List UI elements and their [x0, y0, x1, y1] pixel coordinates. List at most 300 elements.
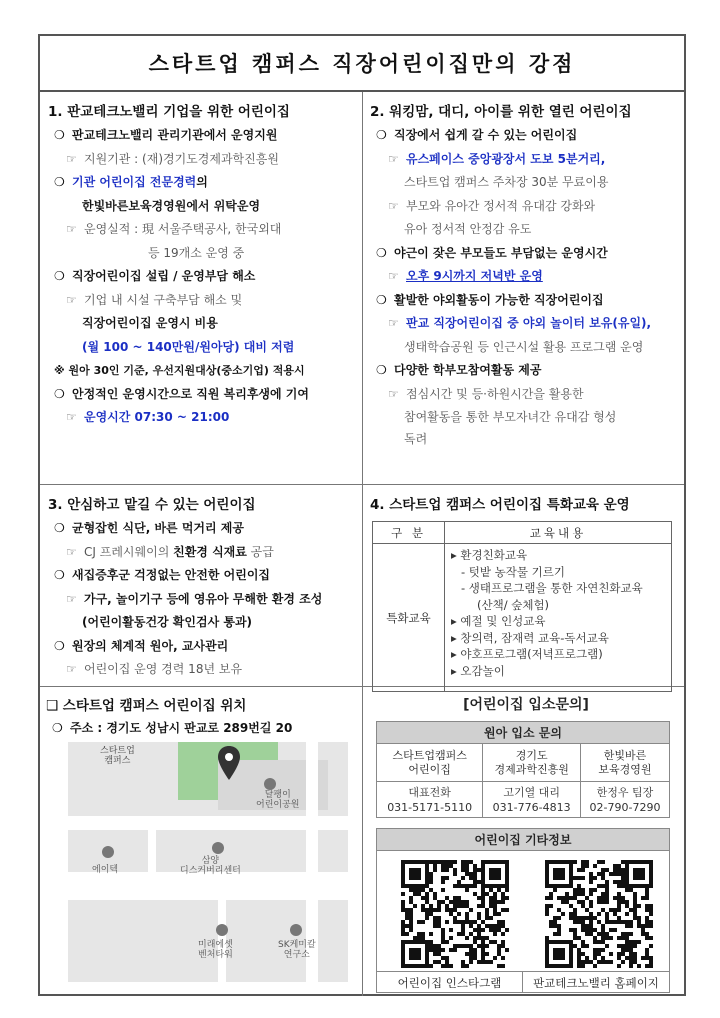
qr-module	[601, 908, 605, 912]
qr-module	[553, 964, 557, 968]
qr-module	[501, 896, 505, 900]
qr-module	[553, 916, 557, 920]
qr-module	[593, 956, 597, 960]
qr-module	[637, 868, 641, 872]
qr-module	[473, 936, 477, 940]
qr-module	[561, 940, 565, 944]
inquiry-section	[374, 694, 678, 993]
qr-module	[409, 948, 413, 952]
qr-module	[493, 932, 497, 936]
qr-module	[485, 912, 489, 916]
list-item: - 생태프로그램을 통한 자연친화교육	[461, 581, 643, 595]
qr-module	[421, 932, 425, 936]
qr-module	[617, 892, 621, 896]
road	[148, 830, 156, 872]
qr-module	[585, 864, 589, 868]
qr-module	[433, 908, 437, 912]
qr-module	[465, 952, 469, 956]
qr-module	[505, 948, 509, 952]
qr-module	[493, 908, 497, 912]
qr-module	[545, 960, 549, 964]
qr-module	[561, 912, 565, 916]
qr-module	[433, 948, 437, 952]
qr-module	[493, 892, 497, 896]
qr-module	[401, 920, 405, 924]
qr-module	[573, 944, 577, 948]
qr-module	[421, 964, 425, 968]
qr-module	[585, 932, 589, 936]
qr-module	[557, 940, 561, 944]
qr-module	[421, 920, 425, 924]
qr-module	[453, 900, 457, 904]
contact-cell: 고기열 대리 031-776-4813	[483, 782, 581, 818]
qr-module	[613, 908, 617, 912]
qr-module	[581, 916, 585, 920]
qr-module	[461, 928, 465, 932]
qr-module	[473, 956, 477, 960]
qr-module	[485, 960, 489, 964]
qr-module	[409, 964, 413, 968]
qr-module	[629, 920, 633, 924]
qr-module	[641, 872, 645, 876]
qr-module	[613, 928, 617, 932]
qr-module	[565, 900, 569, 904]
qr-module	[549, 924, 553, 928]
qr-module	[401, 952, 405, 956]
qr-module	[473, 868, 477, 872]
qr-module	[449, 964, 453, 968]
qr-module	[473, 892, 477, 896]
qr-module	[413, 948, 417, 952]
qr-module	[409, 924, 413, 928]
qr-module	[545, 864, 549, 868]
qr-module	[625, 920, 629, 924]
qr-module	[505, 876, 509, 880]
qr-module	[569, 960, 573, 964]
qr-module	[581, 940, 585, 944]
qr-module	[545, 940, 549, 944]
section-2-heading: 2. 워킹맘, 대디, 아이를 위한 열린 어린이집	[370, 104, 632, 120]
qr-code-homepage[interactable]	[543, 859, 655, 969]
qr-module	[465, 920, 469, 924]
list-item: ▸ 창의력, 잠재력 교육-독서교육	[451, 630, 609, 645]
qr-module	[645, 916, 649, 920]
qr-module	[497, 884, 501, 888]
map-label-samsung: 삼양 디스커버리센터	[180, 856, 241, 876]
qr-module	[493, 884, 497, 888]
qr-module	[437, 916, 441, 920]
qr-module	[473, 952, 477, 956]
list-item: (산책/ 숲체험)	[477, 597, 550, 612]
pointing-hand-icon: ☞	[388, 198, 399, 213]
qr-module	[421, 940, 425, 944]
qr-module	[569, 896, 573, 900]
org-name: 경기도 경제과학진흥원	[483, 744, 581, 782]
qr-module	[557, 916, 561, 920]
qr-module	[577, 916, 581, 920]
qr-module	[505, 868, 509, 872]
qr-module	[429, 912, 433, 916]
qr-module	[645, 892, 649, 896]
qr-module	[553, 888, 557, 892]
qr-module	[549, 964, 553, 968]
qr-module	[481, 896, 485, 900]
qr-module	[437, 900, 441, 904]
qr-module	[585, 924, 589, 928]
qr-module	[621, 952, 625, 956]
qr-module	[561, 952, 565, 956]
qr-module	[597, 900, 601, 904]
qr-module	[461, 944, 465, 948]
qr-module	[401, 964, 405, 968]
qr-module	[605, 884, 609, 888]
education-table	[372, 521, 672, 692]
qr-module	[497, 948, 501, 952]
qr-module	[493, 928, 497, 932]
qr-module	[417, 952, 421, 956]
qr-module	[429, 944, 433, 948]
qr-module	[453, 884, 457, 888]
qr-module	[617, 880, 621, 884]
qr-module	[609, 872, 613, 876]
qr-module	[545, 884, 549, 888]
qr-module	[505, 908, 509, 912]
divider	[362, 686, 363, 996]
phone-number[interactable]: 031-5171-5110	[387, 800, 473, 814]
qr-module	[501, 900, 505, 904]
qr-module	[493, 896, 497, 900]
qr-module	[553, 920, 557, 924]
qr-module	[421, 884, 425, 888]
map-label-startup: 스타트업 캠퍼스	[100, 746, 135, 766]
qr-module	[489, 872, 493, 876]
qr-module	[649, 864, 653, 868]
inquiry-heading: [어린이집 입소문의]	[463, 697, 589, 713]
qr-module	[409, 896, 413, 900]
phone-number[interactable]: 02-790-7290	[589, 800, 661, 814]
qr-module	[409, 872, 413, 876]
qr-module	[445, 940, 449, 944]
qr-module	[621, 880, 625, 884]
qr-module	[629, 944, 633, 948]
qr-module	[545, 904, 549, 908]
qr-module	[481, 864, 485, 868]
phone-number[interactable]: 031-776-4813	[492, 800, 571, 814]
qr-module	[401, 892, 405, 896]
qr-module	[441, 900, 445, 904]
list-item: ❍ 활발한 야외활동이 가능한 직장어린이집	[370, 289, 682, 313]
qr-module	[585, 944, 589, 948]
qr-module	[637, 860, 641, 864]
qr-module	[645, 884, 649, 888]
qr-module	[401, 904, 405, 908]
qr-module	[405, 940, 409, 944]
qr-module	[649, 868, 653, 872]
section-1-heading: 1. 판교테크노밸리 기업을 위한 어린이집	[48, 104, 290, 120]
qr-module	[469, 952, 473, 956]
qr-module	[649, 876, 653, 880]
qr-module	[649, 924, 653, 928]
qr-module	[409, 952, 413, 956]
qr-module	[597, 884, 601, 888]
qr-module	[465, 904, 469, 908]
qr-module	[493, 876, 497, 880]
qr-module	[429, 932, 433, 936]
qr-module	[609, 952, 613, 956]
qr-module	[557, 964, 561, 968]
qr-module	[445, 920, 449, 924]
qr-module	[625, 956, 629, 960]
qr-module	[505, 888, 509, 892]
map-poi-icon	[264, 778, 276, 790]
pointing-hand-icon: ☞	[388, 316, 399, 330]
qr-module	[401, 924, 405, 928]
qr-module	[497, 868, 501, 872]
qr-module	[601, 960, 605, 964]
qr-module	[401, 876, 405, 880]
list-item: ☞ 가구, 놀이기구 등에 영유아 무해한 환경 조성	[48, 588, 360, 612]
qr-module	[433, 924, 437, 928]
qr-module	[577, 960, 581, 964]
qr-module	[557, 868, 561, 872]
list-item: 직장어린이집 운영시 비용	[82, 316, 218, 330]
qr-module	[465, 936, 469, 940]
pointing-hand-icon: ☞	[388, 386, 399, 401]
qr-module	[589, 924, 593, 928]
qr-module	[601, 860, 605, 864]
qr-module	[485, 924, 489, 928]
qr-module	[457, 920, 461, 924]
qr-module	[441, 880, 445, 884]
list-item: 독려	[404, 431, 428, 446]
circle-bullet-icon: ❍	[54, 386, 65, 401]
qr-module	[477, 880, 481, 884]
qr-module	[473, 928, 477, 932]
divider	[362, 92, 363, 484]
qr-module	[461, 920, 465, 924]
qr-module	[469, 860, 473, 864]
qr-module	[625, 872, 629, 876]
qr-module	[401, 944, 405, 948]
circle-bullet-icon: ❍	[54, 128, 65, 142]
qr-module	[617, 868, 621, 872]
qr-module	[493, 924, 497, 928]
qr-module	[417, 888, 421, 892]
list-item: ☞ 운영실적 : 現 서울주택공사, 한국외대	[48, 218, 360, 242]
qr-module	[637, 964, 641, 968]
qr-module	[577, 876, 581, 880]
qr-module	[413, 872, 417, 876]
qr-module	[401, 900, 405, 904]
qr-module	[613, 920, 617, 924]
qr-module	[593, 864, 597, 868]
qr-module	[437, 860, 441, 864]
qr-module	[601, 884, 605, 888]
qr-module	[481, 944, 485, 948]
qr-module	[629, 940, 633, 944]
qr-module	[625, 936, 629, 940]
qr-module	[609, 928, 613, 932]
qr-module	[465, 884, 469, 888]
qr-module	[445, 960, 449, 964]
org-name: 스타트업캠퍼스 어린이집	[377, 744, 483, 782]
map-poi-icon	[212, 842, 224, 854]
qr-module	[553, 948, 557, 952]
location-heading: ❑ 스타트업 캠퍼스 어린이집 위치	[46, 698, 247, 714]
qr-module	[545, 912, 549, 916]
qr-module	[561, 860, 565, 864]
qr-module	[413, 964, 417, 968]
qr-module	[449, 948, 453, 952]
qr-module	[581, 892, 585, 896]
qr-module	[401, 932, 405, 936]
map-pin-icon[interactable]	[218, 746, 240, 780]
qr-module	[477, 928, 481, 932]
qr-module	[633, 952, 637, 956]
qr-module	[481, 904, 485, 908]
circle-bullet-icon: ❍	[376, 128, 387, 142]
qr-module	[469, 908, 473, 912]
qr-module	[621, 948, 625, 952]
list-item: ☞ 기업 내 시설 구축부담 해소 및	[48, 289, 360, 313]
qr-module	[597, 896, 601, 900]
qr-module	[409, 912, 413, 916]
qr-module	[413, 860, 417, 864]
qr-module	[505, 872, 509, 876]
qr-module	[445, 860, 449, 864]
qr-module	[633, 900, 637, 904]
qr-module	[481, 880, 485, 884]
pointing-hand-icon: ☞	[388, 269, 399, 283]
qr-module	[505, 860, 509, 864]
list-item: ❍ 기관 어린이집 전문경력의	[48, 171, 360, 195]
qr-module	[497, 860, 501, 864]
document-frame	[38, 34, 686, 996]
qr-module	[581, 920, 585, 924]
qr-module	[489, 868, 493, 872]
qr-module	[597, 932, 601, 936]
table-cell-label: 특화교육	[373, 544, 445, 692]
qr-module	[453, 908, 457, 912]
qr-module	[597, 952, 601, 956]
section-2	[370, 100, 682, 448]
qr-module	[453, 896, 457, 900]
qr-module	[545, 952, 549, 956]
qr-module	[633, 896, 637, 900]
qr-module	[417, 868, 421, 872]
qr-module	[437, 944, 441, 948]
qr-module	[457, 944, 461, 948]
qr-module	[449, 864, 453, 868]
qr-module	[501, 940, 505, 944]
qr-module	[605, 892, 609, 896]
qr-module	[441, 936, 445, 940]
qr-module	[437, 948, 441, 952]
qr-module	[401, 868, 405, 872]
qr-module	[413, 940, 417, 944]
qr-module	[473, 948, 477, 952]
circle-bullet-icon: ❍	[52, 721, 63, 735]
qr-module	[637, 924, 641, 928]
qr-module	[405, 924, 409, 928]
qr-module	[641, 884, 645, 888]
qr-module	[601, 932, 605, 936]
qr-module	[457, 884, 461, 888]
qr-module	[589, 932, 593, 936]
qr-module	[481, 872, 485, 876]
page-title: 스타트업 캠퍼스 직장어린이집만의 강점	[148, 52, 576, 76]
qr-module	[589, 876, 593, 880]
location-map[interactable]	[68, 742, 348, 982]
page-title-box	[40, 36, 684, 92]
qr-module	[457, 904, 461, 908]
qr-module	[421, 908, 425, 912]
qr-module	[645, 924, 649, 928]
pointing-hand-icon: ☞	[66, 662, 77, 676]
qr-module	[485, 860, 489, 864]
qr-module	[597, 948, 601, 952]
qr-module	[501, 920, 505, 924]
qr-module	[605, 912, 609, 916]
qr-module	[413, 956, 417, 960]
qr-module	[489, 884, 493, 888]
qr-module	[633, 960, 637, 964]
qr-module	[569, 940, 573, 944]
qr-module	[489, 928, 493, 932]
pointing-hand-icon: ☞	[388, 151, 399, 166]
qr-module	[601, 948, 605, 952]
list-item: ☞ 판교 직장어린이집 중 야외 놀이터 보유(유일),	[370, 312, 682, 336]
qr-module	[585, 916, 589, 920]
qr-module	[425, 872, 429, 876]
qr-module	[477, 944, 481, 948]
qr-module	[445, 964, 449, 968]
qr-module	[581, 904, 585, 908]
qr-module	[497, 920, 501, 924]
qr-module	[573, 916, 577, 920]
qr-module	[481, 884, 485, 888]
table-cell-content	[445, 544, 672, 692]
qr-module	[413, 892, 417, 896]
qr-module	[605, 868, 609, 872]
qr-module	[461, 876, 465, 880]
list-item: ☞ 지원기관 : (재)경기도경제과학진흥원	[48, 148, 360, 172]
list-item: (어린이활동건강 확인검사 통과)	[82, 615, 253, 629]
qr-module	[465, 916, 469, 920]
qr-module	[461, 884, 465, 888]
qr-module	[545, 964, 549, 968]
contact-cell: 한정우 팀장 02-790-7290	[580, 782, 669, 818]
qr-module	[405, 908, 409, 912]
qr-module	[453, 860, 457, 864]
qr-module	[465, 860, 469, 864]
qr-module	[417, 932, 421, 936]
qr-module	[449, 900, 453, 904]
list-item: 스타트업 캠퍼스 주차장 30분 무료이용	[404, 175, 609, 189]
qr-module	[581, 944, 585, 948]
qr-code-instagram[interactable]	[399, 859, 511, 969]
qr-module	[621, 884, 625, 888]
qr-module	[633, 908, 637, 912]
qr-module	[401, 960, 405, 964]
qr-module	[545, 872, 549, 876]
qr-module	[621, 960, 625, 964]
circle-bullet-icon: ❍	[54, 269, 65, 283]
qr-module	[581, 964, 585, 968]
qr-module	[469, 932, 473, 936]
qr-module	[437, 904, 441, 908]
qr-module	[605, 880, 609, 884]
